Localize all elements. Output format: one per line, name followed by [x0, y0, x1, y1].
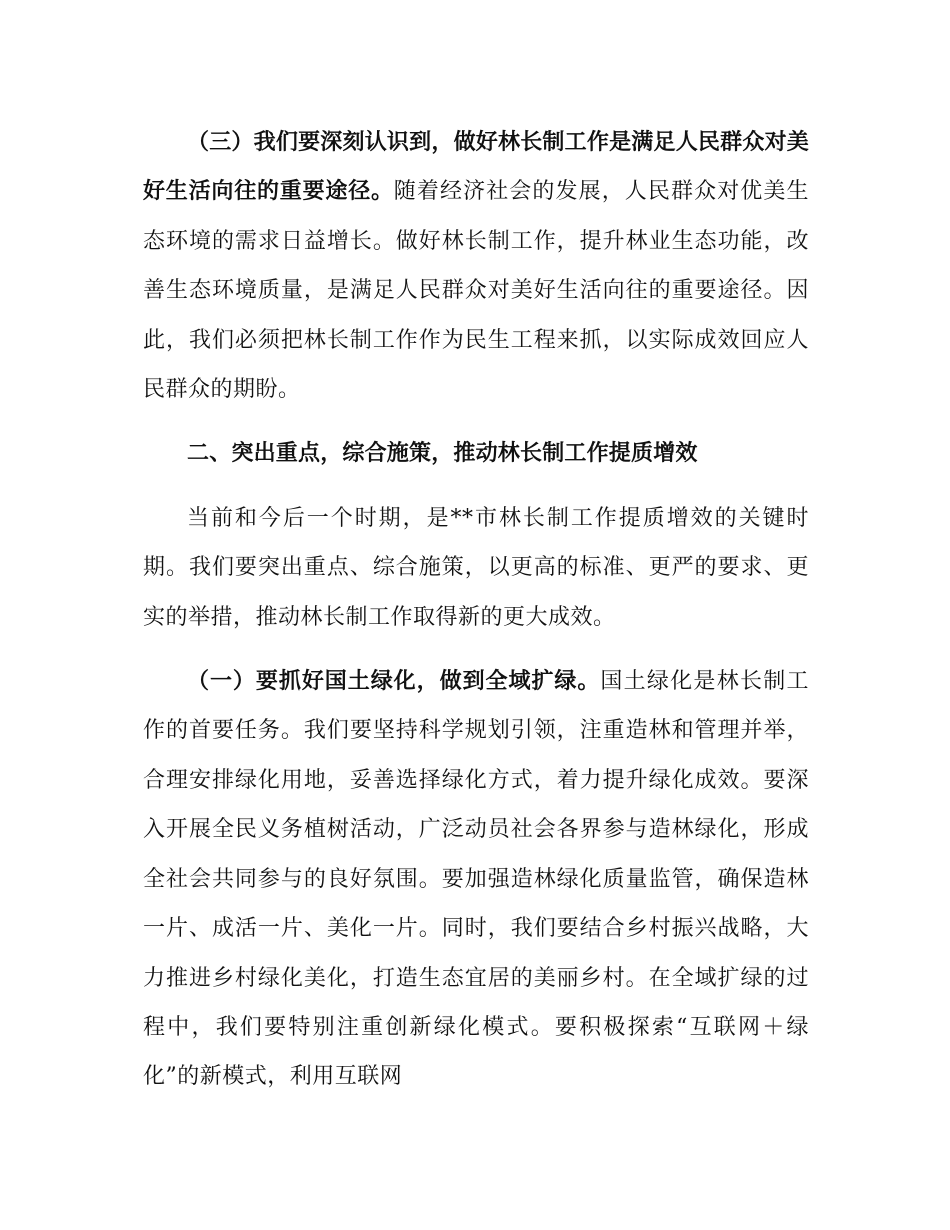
paragraph-text: 当前和今后一个时期，是**市林长制工作提质增效的关键时期。我们要突出重点、综合施策，以更高的标准、更严的要求、更实的举措，推动林长制工作取得新的更大成效。 — [143, 505, 809, 630]
paragraph-section-3 — [143, 118, 809, 414]
section-heading: 二、突出重点，综合施策，推动林长制工作提质增效 — [187, 441, 698, 467]
paragraph-text: 国土绿化是林长制工作的首要任务。我们要坚持科学规划引领，注重造林和管理并举，合理安排绿化用地，妥善选择绿化方式，着力提升绿化成效。要深入开展全民义务植树活动，广泛动员社会各界参与造林绿化，形成全社会共同参与的良好氛围。要加强造林绿化质量监管，确保造林一片、成活一片、美化一片。同时，我们要结合乡村振兴战略，大力推进乡村绿化美化，打造生态宜居的美丽乡村。在全域扩绿的过程中，我们要特别注重创新绿化模式。要积极探索“互联网＋绿化”的新模式，利用互联网 — [143, 669, 809, 1090]
paragraph-intro — [143, 494, 809, 642]
document-body — [143, 118, 809, 1102]
paragraph-lead: （三）我们要深刻认识到，做好林长制工作是满足人民群众对美好生活向往的重要途径。 — [143, 130, 809, 205]
paragraph-lead: （一）要抓好国土绿化，做到全域扩绿。 — [187, 669, 601, 695]
paragraph-subsection-1 — [143, 657, 809, 1102]
paragraph-text: 随着经济社会的发展，人民群众对优美生态环境的需求日益增长。做好林长制工作，提升林业生态功能，改善生态环境质量，是满足人民群众对美好生活向往的重要途径。因此，我们必须把林长制工作作为民生工程来抓，以实际成效回应人民群众的期盼。 — [143, 179, 809, 403]
